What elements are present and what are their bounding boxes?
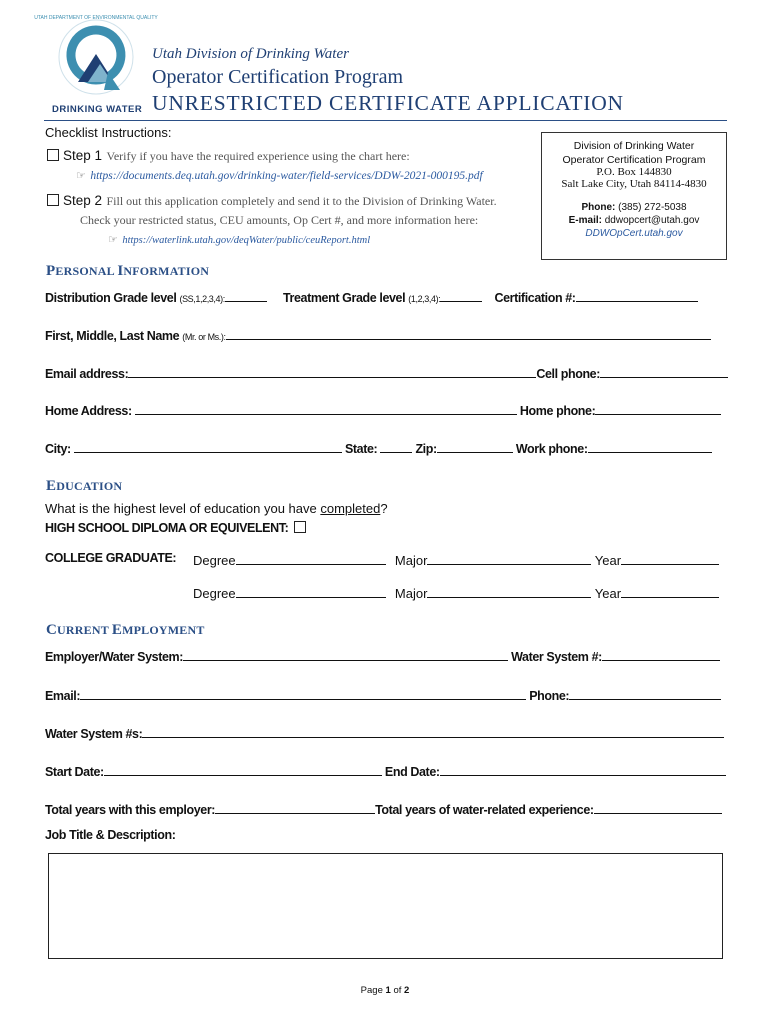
end-date-field[interactable] [440, 762, 726, 776]
contact-email [542, 215, 726, 226]
step1-row [47, 147, 410, 165]
ws-num-field[interactable] [602, 647, 720, 661]
cert-number-field[interactable] [576, 288, 698, 302]
svg-text:UTAH DEPARTMENT OF ENVIRONMENT: UTAH DEPARTMENT OF ENVIRONMENTAL QUALITY [34, 15, 158, 21]
years-water-field[interactable] [594, 800, 722, 814]
step2-checkbox[interactable] [47, 194, 59, 206]
emp-phone-label: Phone: [529, 689, 570, 703]
emp-email-row [45, 686, 721, 703]
step2-text: Fill out this application completely and send it to the Division of Drinking Water. [106, 194, 497, 208]
zip-field[interactable] [437, 439, 513, 453]
employer-field[interactable] [183, 647, 508, 661]
city-row [45, 439, 712, 456]
state-label: State: [344, 442, 378, 456]
major-field-1[interactable] [427, 551, 591, 565]
step1-label: Step 1 [63, 148, 103, 163]
years-water-label: Total years of water-related experience: [375, 803, 594, 817]
dates-row [45, 762, 726, 779]
contact-phone-label: Phone: [581, 202, 616, 213]
pointer-icon: ☞ [76, 170, 86, 182]
utah-deq-logo-icon [34, 12, 158, 114]
emp-email-field[interactable] [80, 686, 526, 700]
home-address-field[interactable] [135, 401, 517, 415]
contact-email-label: E-mail: [568, 215, 602, 226]
work-phone-label: Work phone: [515, 442, 588, 456]
pointer-icon: ☞ [108, 234, 118, 246]
treat-grade-field[interactable] [440, 288, 482, 302]
start-date-field[interactable] [104, 762, 382, 776]
degree-field-1[interactable] [236, 551, 386, 565]
logo [34, 12, 158, 115]
college-label: COLLEGE GRADUATE: [45, 551, 177, 565]
home-phone-field[interactable] [595, 401, 721, 415]
years-row [45, 800, 722, 817]
name-field[interactable] [226, 326, 711, 340]
page-title: UNRESTRICTED CERTIFICATE APPLICATION [152, 91, 624, 115]
header-rule [44, 120, 727, 121]
job-description-box[interactable] [48, 853, 723, 959]
employer-row [45, 647, 720, 664]
contact-box [541, 132, 727, 260]
ws-nums-row [45, 724, 724, 741]
dist-grade-field[interactable] [225, 288, 267, 302]
name-row: First, Middle, Last Name (Mr. or Ms.): [45, 326, 711, 343]
major-field-2[interactable] [427, 584, 591, 598]
employer-label: Employer/Water System: [45, 650, 184, 664]
page-number: Page 1 of 2 [360, 985, 410, 996]
year-field-2[interactable] [621, 584, 719, 598]
hs-diploma-label: HIGH SCHOOL DIPLOMA OR EQUIVELENT: [45, 521, 289, 535]
step1-link-row [76, 166, 483, 184]
cell-phone-field[interactable] [600, 364, 728, 378]
state-field[interactable] [380, 439, 412, 453]
education-question: What is the highest level of education you have completed? [45, 501, 388, 516]
step2-text2: Check your restricted status, CEU amounts, Op Cert #, and more information here: [80, 213, 479, 227]
hs-diploma-checkbox[interactable] [294, 521, 306, 533]
work-phone-field[interactable] [588, 439, 712, 453]
years-employer-label: Total years with this employer: [45, 803, 216, 817]
end-date-label: End Date: [384, 765, 440, 779]
cert-number-label: Certification #: [494, 291, 576, 305]
email-row [45, 364, 728, 381]
dist-grade-label: Distribution Grade level [45, 291, 177, 305]
job-title-label: Job Title & Description: [45, 828, 176, 842]
treat-grade-label: Treatment Grade level [282, 291, 406, 305]
contact-phone-value: (385) 272-5038 [618, 202, 687, 213]
grade-row: Distribution Grade level (SS,1,2,3,4): Treatment Grade level (1,2,3,4): Certification #: [45, 288, 698, 305]
checklist-heading: Checklist Instructions: [45, 125, 172, 140]
ws-num-label: Water System #: [511, 650, 602, 664]
contact-city: Salt Lake City, Utah 84114-4830 [561, 178, 707, 190]
year-field-1[interactable] [621, 551, 719, 565]
email-label: Email address: [45, 367, 129, 381]
step1-checkbox[interactable] [47, 149, 59, 161]
city-field[interactable] [74, 439, 342, 453]
logo-text: DRINKING WATER [52, 104, 143, 115]
degree-row-1: Degree Major Year [193, 551, 719, 568]
contact-pobox: P.O. Box 144830 [596, 166, 672, 178]
degree-row-2: Degree Major Year [193, 584, 719, 601]
division-name: Utah Division of Drinking Water [152, 46, 349, 62]
degree-field-2[interactable] [236, 584, 386, 598]
step1-link[interactable]: https://documents.deq.utah.gov/drinking-water/field-services/DDW-2021-000195.pdf [90, 170, 483, 182]
ws-nums-label: Water System #s: [45, 727, 143, 741]
step2-link[interactable]: https://waterlink.utah.gov/deqWater/public/ceuReport.html [122, 235, 371, 246]
contact-program: Operator Certification Program [562, 154, 706, 166]
contact-email-value[interactable]: ddwopcert@utah.gov [604, 215, 700, 226]
zip-label: Zip: [415, 442, 437, 456]
step2-row [47, 192, 497, 210]
cell-phone-label: Cell phone: [536, 367, 600, 381]
section-education-heading: EDUCATION [46, 478, 123, 494]
email-field[interactable] [128, 364, 536, 378]
section-employment-heading: CURRENT EMPLOYMENT [46, 622, 205, 638]
section-personal-heading: PERSONAL INFORMATION [46, 263, 210, 279]
program-name: Operator Certification Program [152, 66, 404, 88]
home-address-label: Home Address: [45, 404, 132, 418]
step2-label: Step 2 [63, 193, 103, 208]
step1-text: Verify if you have the required experience using the chart here: [106, 149, 410, 163]
years-employer-field[interactable] [215, 800, 375, 814]
ws-nums-field[interactable] [142, 724, 724, 738]
contact-phone [542, 202, 726, 213]
start-date-label: Start Date: [45, 765, 104, 779]
hs-diploma-row [45, 521, 310, 535]
address-row [45, 401, 721, 418]
name-label: First, Middle, Last Name [45, 329, 180, 343]
home-phone-label: Home phone: [519, 404, 596, 418]
emp-phone-field[interactable] [569, 686, 721, 700]
step2-link-row [108, 230, 370, 248]
contact-division: Division of Drinking Water [573, 140, 695, 152]
city-label: City: [45, 442, 71, 456]
emp-email-label: Email: [45, 689, 81, 703]
contact-web[interactable]: DDWOpCert.utah.gov [585, 228, 683, 239]
